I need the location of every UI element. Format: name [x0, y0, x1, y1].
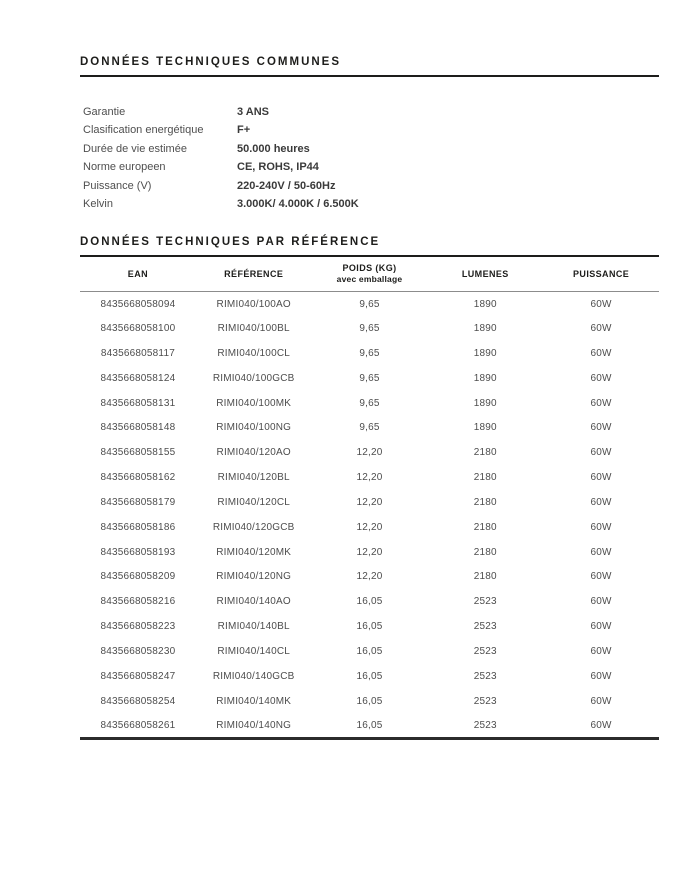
page-content	[80, 0, 659, 740]
cell-poids: 12,20	[356, 521, 383, 533]
common-specs-list	[80, 103, 659, 213]
cell-lumens: 2180	[473, 447, 497, 459]
cell-reference: RIMI040/140MK	[216, 695, 292, 707]
table-row	[80, 391, 659, 416]
cell-reference: RIMI040/140NG	[216, 719, 292, 731]
spec-value: CE, ROHS, IP44	[237, 161, 319, 174]
cell-lumens: 2523	[473, 596, 497, 608]
cell-ean: 8435668058162	[100, 472, 176, 484]
section-reference-technical-data	[80, 235, 659, 739]
cell-ean: 8435668058223	[100, 621, 176, 633]
cell-poids: 9,65	[359, 397, 380, 409]
table-row	[80, 440, 659, 465]
spec-row	[80, 177, 659, 195]
section-title-common: DONNÉES TECHNIQUES COMMUNES	[80, 56, 342, 68]
spec-value: 220-240V / 50-60Hz	[237, 179, 336, 192]
cell-reference: RIMI040/120NG	[216, 571, 292, 583]
cell-ean: 8435668058100	[100, 323, 176, 335]
table-row	[80, 664, 659, 689]
cell-poids: 9,65	[359, 372, 380, 384]
cell-puissance: 60W	[590, 546, 612, 558]
cell-puissance: 60W	[590, 719, 612, 731]
spec-row	[80, 121, 659, 139]
cell-reference: RIMI040/100NG	[216, 422, 292, 434]
cell-lumens: 2523	[473, 645, 497, 657]
cell-ean: 8435668058094	[100, 298, 176, 310]
table-row	[80, 713, 659, 738]
cell-puissance: 60W	[590, 571, 612, 583]
cell-lumens: 1890	[473, 372, 497, 384]
cell-poids: 16,05	[356, 596, 383, 608]
spec-value: 3 ANS	[237, 106, 269, 118]
title-rule-common	[80, 75, 659, 77]
cell-puissance: 60W	[590, 521, 612, 533]
cell-ean: 8435668058209	[100, 571, 176, 583]
table-row	[80, 415, 659, 440]
cell-reference: RIMI040/120BL	[217, 472, 290, 484]
cell-ean: 8435668058186	[100, 521, 176, 533]
cell-reference: RIMI040/120AO	[216, 447, 291, 459]
cell-poids: 9,65	[359, 298, 380, 310]
cell-poids: 9,65	[359, 347, 380, 359]
cell-ean: 8435668058179	[100, 496, 176, 508]
cell-reference: RIMI040/140BL	[217, 621, 290, 633]
cell-ean: 8435668058131	[100, 397, 176, 409]
cell-reference: RIMI040/100CL	[217, 347, 291, 359]
cell-lumens: 1890	[473, 422, 497, 434]
column-header-poids	[312, 257, 428, 291]
cell-reference: RIMI040/140CL	[217, 645, 291, 657]
table-row	[80, 515, 659, 540]
table-row	[80, 639, 659, 664]
cell-ean: 8435668058261	[100, 719, 176, 731]
cell-lumens: 2523	[473, 695, 497, 707]
spec-label: Clasification energétique	[83, 124, 204, 137]
column-header-poids-line2: avec emballage	[336, 274, 403, 285]
cell-puissance: 60W	[590, 323, 612, 335]
cell-reference: RIMI040/100BL	[217, 323, 290, 335]
cell-reference: RIMI040/100AO	[216, 298, 291, 310]
cell-lumens: 2180	[473, 496, 497, 508]
cell-poids: 9,65	[359, 422, 380, 434]
cell-puissance: 60W	[590, 472, 612, 484]
spec-row	[80, 158, 659, 176]
table-row	[80, 564, 659, 589]
cell-poids: 12,20	[356, 546, 383, 558]
cell-ean: 8435668058155	[100, 447, 176, 459]
cell-puissance: 60W	[590, 347, 612, 359]
table-row	[80, 589, 659, 614]
spec-value: 50.000 heures	[237, 142, 310, 155]
table-body	[80, 291, 659, 738]
section-common-technical-data	[80, 55, 659, 213]
cell-poids: 12,20	[356, 496, 383, 508]
spec-value: F+	[237, 124, 251, 137]
cell-ean: 8435668058148	[100, 422, 176, 434]
cell-puissance: 60W	[590, 596, 612, 608]
spec-row	[80, 103, 659, 121]
cell-reference: RIMI040/140AO	[216, 596, 291, 608]
cell-puissance: 60W	[590, 447, 612, 459]
spec-row	[80, 195, 659, 213]
cell-puissance: 60W	[590, 422, 612, 434]
spec-label: Garantie	[83, 106, 126, 118]
column-header-ean: EAN	[127, 268, 148, 279]
column-header-poids-line1: POIDS (KG)	[342, 263, 397, 274]
table-row	[80, 465, 659, 490]
cell-reference: RIMI040/100GCB	[212, 372, 295, 384]
cell-reference: RIMI040/120CL	[217, 496, 291, 508]
spec-label: Kelvin	[83, 197, 113, 210]
cell-ean: 8435668058254	[100, 695, 176, 707]
cell-puissance: 60W	[590, 621, 612, 633]
cell-lumens: 2523	[473, 621, 497, 633]
cell-poids: 16,05	[356, 719, 383, 731]
cell-ean: 8435668058193	[100, 546, 176, 558]
cell-lumens: 1890	[473, 298, 497, 310]
table-header-row	[80, 257, 659, 291]
table-row	[80, 366, 659, 391]
spec-label: Durée de vie estimée	[83, 142, 187, 155]
spec-label: Puissance (V)	[83, 179, 152, 192]
table-row	[80, 614, 659, 639]
cell-poids: 12,20	[356, 571, 383, 583]
column-header-lumens: LUMENES	[461, 268, 509, 279]
table-header	[80, 257, 659, 291]
spec-row	[80, 140, 659, 158]
cell-puissance: 60W	[590, 397, 612, 409]
cell-lumens: 1890	[473, 323, 497, 335]
cell-poids: 12,20	[356, 472, 383, 484]
cell-lumens: 1890	[473, 347, 497, 359]
table-row	[80, 689, 659, 714]
cell-poids: 16,05	[356, 645, 383, 657]
section-title-reference: DONNÉES TECHNIQUES PAR RÉFÉRENCE	[80, 236, 381, 249]
cell-puissance: 60W	[590, 496, 612, 508]
cell-ean: 8435668058216	[100, 596, 176, 608]
cell-lumens: 2180	[473, 521, 497, 533]
spec-label: Norme europeen	[83, 161, 166, 174]
cell-reference: RIMI040/120MK	[216, 546, 292, 558]
cell-lumens: 1890	[473, 397, 497, 409]
cell-reference: RIMI040/120GCB	[212, 521, 295, 533]
cell-lumens: 2523	[473, 719, 497, 731]
table-row	[80, 341, 659, 366]
cell-puissance: 60W	[590, 670, 612, 682]
cell-reference: RIMI040/140GCB	[212, 670, 295, 682]
cell-ean: 8435668058117	[100, 347, 175, 359]
column-header-reference: RÉFÉRENCE	[224, 268, 284, 279]
cell-lumens: 2180	[473, 546, 497, 558]
cell-puissance: 60W	[590, 645, 612, 657]
column-header-puissance: PUISSANCE	[573, 268, 630, 279]
cell-puissance: 60W	[590, 372, 612, 384]
reference-table	[80, 257, 659, 739]
spec-value: 3.000K/ 4.000K / 6.500K	[237, 197, 359, 210]
cell-poids: 16,05	[356, 695, 383, 707]
cell-reference: RIMI040/100MK	[216, 397, 292, 409]
cell-poids: 9,65	[359, 323, 380, 335]
cell-lumens: 2523	[473, 670, 497, 682]
cell-ean: 8435668058230	[100, 645, 176, 657]
cell-ean: 8435668058247	[100, 670, 176, 682]
cell-poids: 16,05	[356, 670, 383, 682]
table-row	[80, 490, 659, 515]
cell-lumens: 2180	[473, 472, 497, 484]
cell-puissance: 60W	[590, 695, 612, 707]
cell-lumens: 2180	[473, 571, 497, 583]
table-row	[80, 540, 659, 565]
cell-poids: 12,20	[356, 447, 383, 459]
cell-puissance: 60W	[590, 298, 612, 310]
table-row	[80, 316, 659, 341]
table-row	[80, 291, 659, 316]
cell-ean: 8435668058124	[100, 372, 176, 384]
cell-poids: 16,05	[356, 621, 383, 633]
